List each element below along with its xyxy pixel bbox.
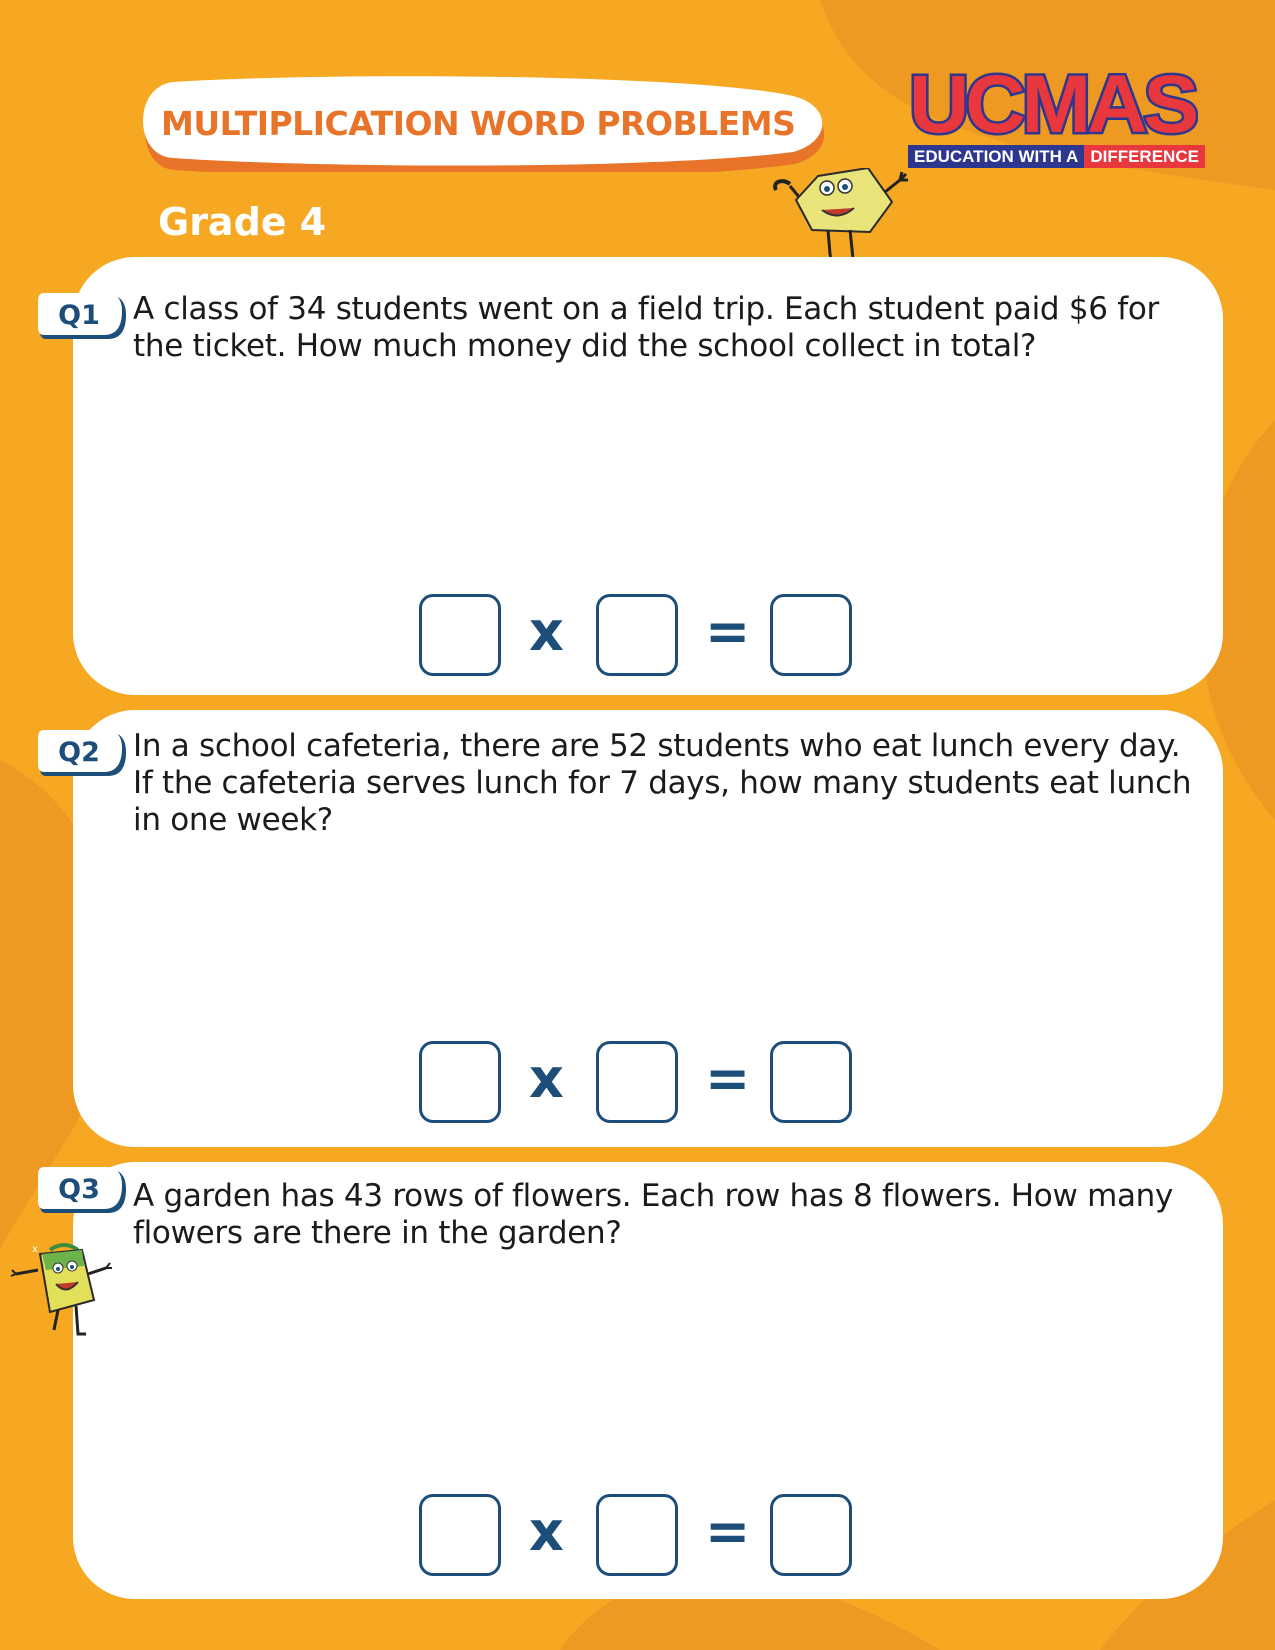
question-number: Q2 bbox=[58, 737, 100, 768]
times-sign: x bbox=[529, 600, 564, 663]
tagline-part-2: DIFFERENCE bbox=[1084, 145, 1205, 168]
page-title: MULTIPLICATION WORD PROBLEMS bbox=[161, 104, 796, 143]
answer-equation-2 bbox=[419, 1041, 857, 1127]
grade-label: Grade 4 bbox=[158, 200, 327, 244]
logo-tagline bbox=[908, 145, 1205, 168]
logo-wordmark bbox=[906, 66, 1198, 142]
question-badge-3 bbox=[38, 1165, 128, 1217]
title-banner bbox=[133, 76, 827, 172]
times-sign: x bbox=[529, 1047, 564, 1110]
question-badge-1 bbox=[38, 291, 128, 343]
equals-sign: = bbox=[705, 1047, 751, 1110]
svg-text:x: x bbox=[32, 1244, 38, 1255]
answer-box-factor-1[interactable] bbox=[419, 594, 501, 676]
answer-box-product[interactable] bbox=[770, 1041, 852, 1123]
answer-box-factor-1[interactable] bbox=[419, 1494, 501, 1576]
question-badge-2 bbox=[38, 728, 128, 780]
answer-box-product[interactable] bbox=[770, 594, 852, 676]
backpack-mascot-icon bbox=[10, 1240, 118, 1340]
question-text-3: A garden has 43 rows of flowers. Each row has 8 flowers. How many flowers are there in the garden? bbox=[133, 1178, 1174, 1251]
ucmas-logo bbox=[906, 66, 1198, 168]
answer-equation-1 bbox=[419, 594, 857, 680]
tagline-part-1: EDUCATION WITH A bbox=[908, 145, 1084, 168]
answer-box-factor-2[interactable] bbox=[596, 594, 678, 676]
answer-box-factor-1[interactable] bbox=[419, 1041, 501, 1123]
answer-box-factor-2[interactable] bbox=[596, 1494, 678, 1576]
question-text-2: In a school cafeteria, there are 52 students who eat lunch every day. If the cafeteria serves lunch for 7 days, how many students eat lunch in one week? bbox=[133, 728, 1192, 838]
question-number: Q3 bbox=[58, 1174, 100, 1205]
equals-sign: = bbox=[705, 600, 751, 663]
times-sign: x bbox=[529, 1500, 564, 1563]
answer-box-factor-2[interactable] bbox=[596, 1041, 678, 1123]
question-number: Q1 bbox=[58, 300, 100, 331]
equals-sign: = bbox=[705, 1500, 751, 1563]
answer-box-product[interactable] bbox=[770, 1494, 852, 1576]
question-text-1: A class of 34 students went on a field trip. Each student paid $6 for the ticket. How much money did the school collect in total? bbox=[133, 291, 1159, 364]
answer-equation-3 bbox=[419, 1494, 857, 1580]
svg-text:UCMAS: UCMAS bbox=[909, 66, 1197, 142]
